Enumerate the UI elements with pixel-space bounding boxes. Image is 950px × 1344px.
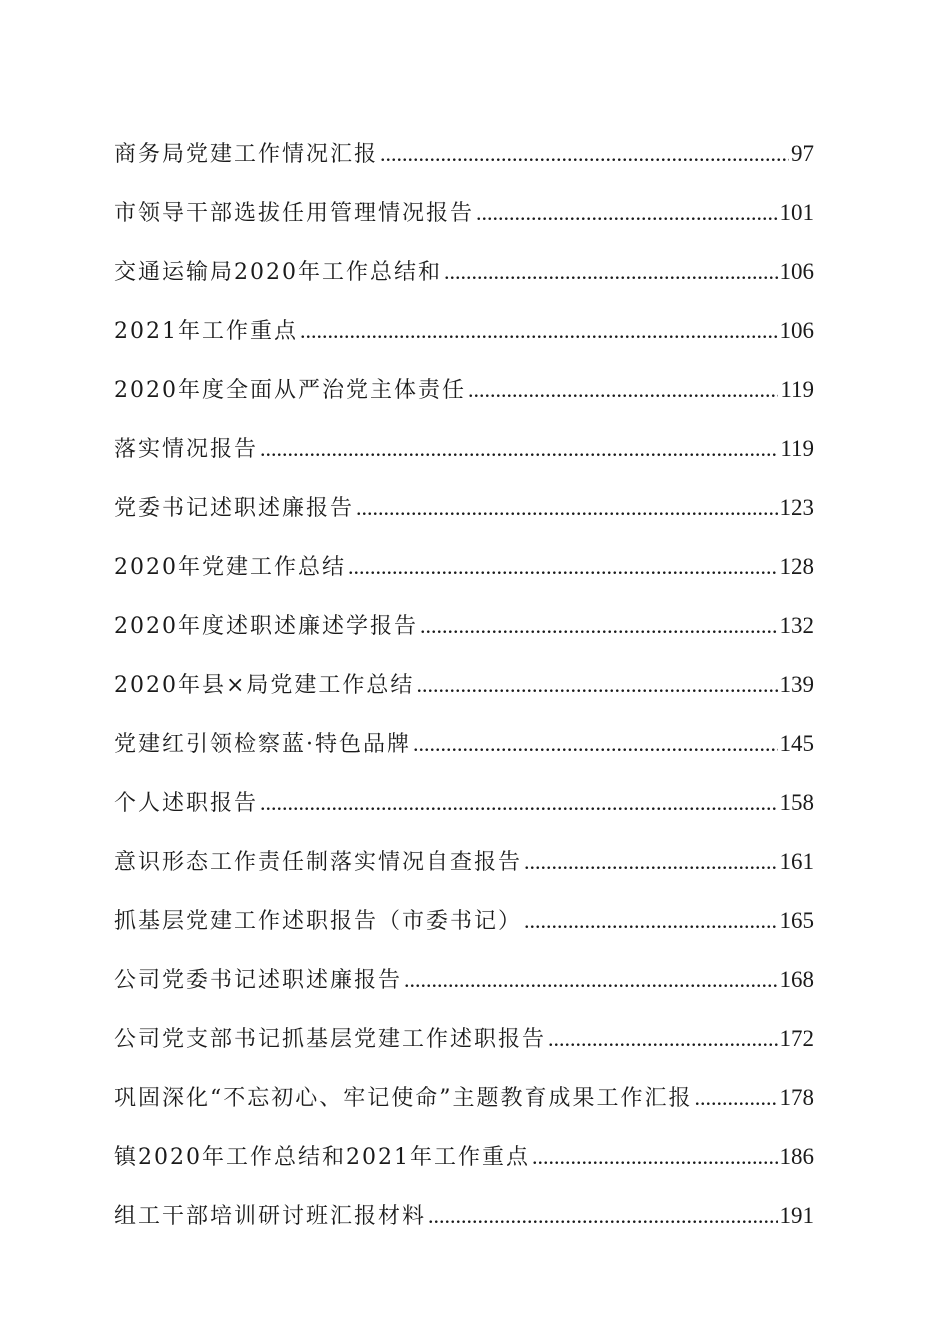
toc-entry-page: 178 [779,1085,814,1110]
toc-entry[interactable] [114,1186,814,1245]
toc-entry[interactable] [114,360,814,419]
toc-entry-title: 公司党支部书记抓基层党建工作述职报告 [114,1027,547,1052]
toc-entry[interactable] [114,832,814,891]
toc-entry[interactable] [114,242,814,301]
toc-entry-title: 交通运输局2020年工作总结和 [114,260,442,285]
toc-entry[interactable] [114,596,814,655]
toc-entry[interactable] [114,124,814,183]
toc-dot-leader [468,360,778,419]
table-of-contents [114,124,814,1245]
toc-entry-title: 镇2020年工作总结和2021年工作重点 [114,1145,530,1170]
toc-entry-title: 2020年度述职述廉述学报告 [114,614,418,639]
toc-entry[interactable] [114,714,814,773]
toc-entry[interactable] [114,537,814,596]
toc-entry[interactable] [114,655,814,714]
toc-entry-page: 165 [779,908,814,933]
toc-entry-page: 158 [779,790,814,815]
toc-dot-leader [428,1186,777,1245]
toc-entry-page: 123 [779,495,814,520]
toc-entry-page: 145 [779,731,814,756]
toc-entry-page: 139 [779,672,814,697]
toc-dot-leader [348,537,778,596]
toc-dot-leader [413,714,778,773]
toc-dot-leader [300,301,778,360]
toc-entry-title: 抓基层党建工作述职报告（市委书记） [114,909,523,934]
toc-dot-leader [476,183,777,242]
toc-dot-leader [420,596,778,655]
toc-entry-page: 97 [791,141,814,166]
toc-entry-page: 119 [780,377,814,402]
toc-dot-leader [524,832,777,891]
toc-entry-title: 市领导干部选拔任用管理情况报告 [114,201,475,226]
toc-entry-title: 巩固深化“不忘初心、牢记使命”主题教育成果工作汇报 [114,1086,693,1111]
toc-entry-page: 106 [779,259,814,284]
toc-entry[interactable] [114,1009,814,1068]
toc-entry-title: 2021年工作重点 [114,319,298,344]
toc-dot-leader [416,655,777,714]
toc-entry-page: 128 [779,554,814,579]
toc-entry-title: 党委书记述职述廉报告 [114,496,355,521]
toc-dot-leader [260,419,778,478]
toc-entry-title: 商务局党建工作情况汇报 [114,142,379,167]
toc-entry-page: 106 [779,318,814,343]
toc-entry-page: 172 [779,1026,814,1051]
toc-entry[interactable] [114,773,814,832]
toc-dot-leader [260,773,777,832]
toc-entry-title: 公司党委书记述职述廉报告 [114,968,403,993]
toc-entry-page: 168 [779,967,814,992]
toc-entry[interactable] [114,950,814,1009]
toc-entry-page: 119 [780,436,814,461]
toc-entry-title: 2020年度全面从严治党主体责任 [114,378,466,403]
toc-entry[interactable] [114,1068,814,1127]
toc-entry-page: 101 [779,200,814,225]
toc-entry-page: 132 [779,613,814,638]
toc-entry[interactable] [114,891,814,950]
toc-dot-leader [532,1127,778,1186]
toc-entry-title: 2020年党建工作总结 [114,555,346,580]
toc-entry-title: 组工干部培训研讨班汇报材料 [114,1204,427,1229]
toc-entry-page: 161 [779,849,814,874]
toc-dot-leader [524,891,777,950]
toc-entry[interactable] [114,478,814,537]
toc-dot-leader [444,242,778,301]
toc-entry-title: 2020年县×局党建工作总结 [114,673,415,698]
toc-dot-leader [356,478,777,537]
toc-entry-title: 党建红引领检察蓝·特色品牌 [114,732,411,757]
toc-entry-title: 个人述职报告 [114,791,259,816]
toc-entry-title: 意识形态工作责任制落实情况自查报告 [114,850,523,875]
toc-entry-page: 191 [779,1203,814,1228]
toc-dot-leader [380,124,789,183]
toc-dot-leader [548,1009,777,1068]
toc-entry[interactable] [114,1127,814,1186]
toc-entry[interactable] [114,301,814,360]
toc-dot-leader [695,1068,778,1127]
toc-entry-title: 落实情况报告 [114,437,259,462]
toc-dot-leader [404,950,777,1009]
toc-entry[interactable] [114,183,814,242]
toc-entry-page: 186 [779,1144,814,1169]
toc-entry[interactable] [114,419,814,478]
